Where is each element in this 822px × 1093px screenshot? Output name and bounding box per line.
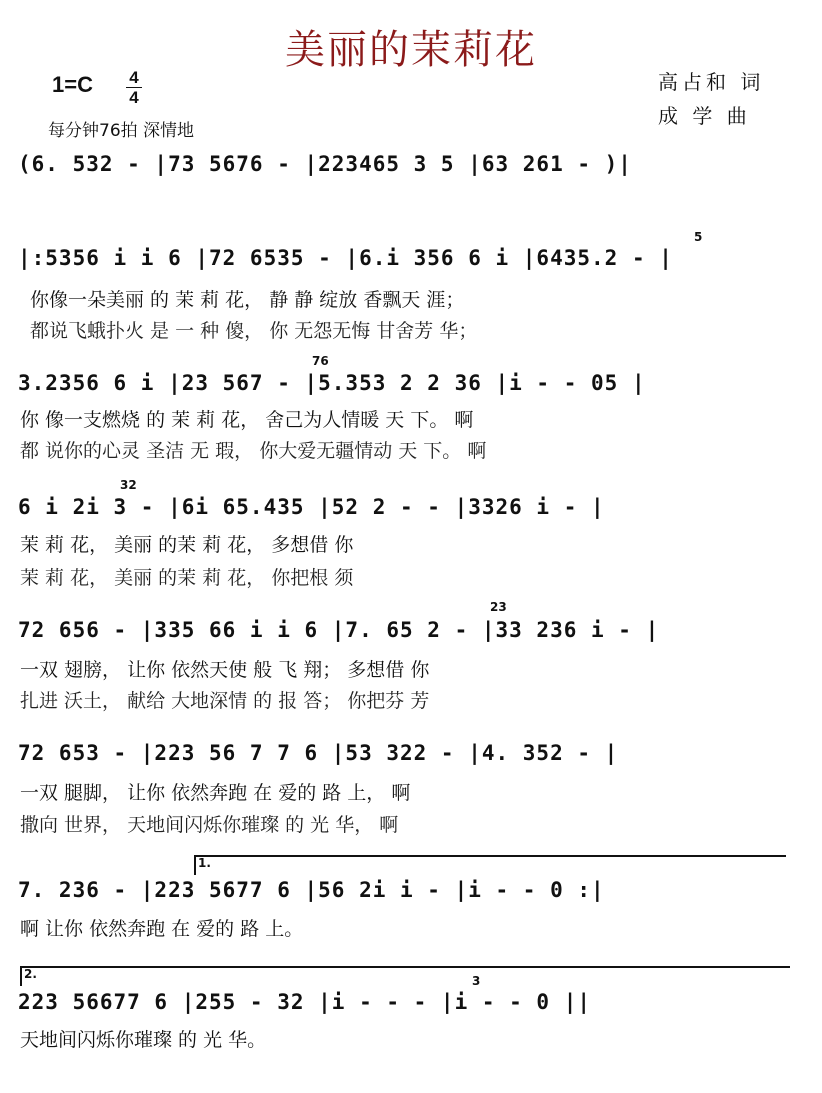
lyric-line-6-verse-2: 撒向 世界， 天地间闪烁你璀璨 的 光 华， 啊 <box>20 814 399 836</box>
lyric-line-2-verse-2: 都说飞蛾扑火 是 一 种 傻， 你 无怨无悔 甘舍芳 华； <box>30 320 478 342</box>
score-line-8: 223 56677 6 |255 - 32 |i - - - |i - - 0 || <box>18 990 592 1014</box>
lyricist-credit: 高占和 词 <box>658 70 765 94</box>
lyric-line-3-verse-2: 都 说你的心灵 圣洁 无 瑕， 你大爱无疆情动 天 下。 啊 <box>20 440 487 462</box>
volta-2-label: 2. <box>24 967 37 981</box>
lyric-line-5-verse-2: 扎进 沃土， 献给 大地深情 的 报 答； 你把芬 芳 <box>20 690 430 712</box>
score-line-7: 7. 236 - |223 5677 6 |56 2i i - |i - - 0 :| <box>18 878 605 902</box>
key-signature: 1=C <box>52 72 93 97</box>
time-signature <box>126 68 142 107</box>
score-line-4: 6 i 2i 3 - |6i 65.435 |52 2 - - |3326 i - | <box>18 495 605 519</box>
score-line-5: 72 656 - |335 66 i i 6 |7. 65 2 - |33 236 i - | <box>18 618 660 642</box>
lyric-line-6-verse-1: 一双 腿脚， 让你 依然奔跑 在 爱的 路 上， 啊 <box>20 782 411 804</box>
lyric-line-4-verse-2: 茉 莉 花， 美丽 的茉 莉 花， 你把根 须 <box>20 567 354 589</box>
score-line-3: 3.2356 6 i |23 567 - |5.353 2 2 36 |i - - 05 | <box>18 371 646 395</box>
volta-2-bracket-end <box>20 966 22 986</box>
grace-note: 3 <box>472 974 481 988</box>
time-denominator: 4 <box>126 87 142 107</box>
tempo-marking: 每分钟76拍 深情地 <box>48 121 195 141</box>
grace-note: 5 <box>694 230 703 244</box>
lyric-line-2-verse-1: 你像一朵美丽 的 茉 莉 花， 静 静 绽放 香飘天 涯； <box>30 289 465 311</box>
song-title: 美丽的茉莉花 <box>285 27 537 73</box>
volta-1-bracket <box>194 855 786 857</box>
composer-credit: 成 学 曲 <box>658 104 751 128</box>
lyric-line-7: 啊 让你 依然奔跑 在 爱的 路 上。 <box>20 918 304 940</box>
lyric-line-8: 天地间闪烁你璀璨 的 光 华。 <box>20 1029 267 1051</box>
time-numerator: 4 <box>129 68 139 87</box>
grace-note: 76 <box>312 354 329 368</box>
volta-2-bracket <box>20 966 790 968</box>
lyric-line-3-verse-1: 你 像一支燃烧 的 茉 莉 花， 舍己为人情暖 天 下。 啊 <box>20 409 474 431</box>
volta-1-label: 1. <box>198 856 211 870</box>
lyric-line-4-verse-1: 茉 莉 花， 美丽 的茉 莉 花， 多想借 你 <box>20 534 354 556</box>
score-line-6: 72 653 - |223 56 7 7 6 |53 322 - |4. 352 - | <box>18 741 619 765</box>
score-line-1: (6. 532 - |73 5676 - |223465 3 5 |63 261 - )| <box>18 152 632 176</box>
grace-note: 23 <box>490 600 507 614</box>
score-line-2: |:5356 i i 6 |72 6535 - |6.i 356 6 i |6435.2 - | <box>18 246 673 270</box>
lyric-line-5-verse-1: 一双 翅膀， 让你 依然天使 般 飞 翔； 多想借 你 <box>20 659 430 681</box>
grace-note: 32 <box>120 478 137 492</box>
volta-1-bracket-end <box>194 855 196 875</box>
